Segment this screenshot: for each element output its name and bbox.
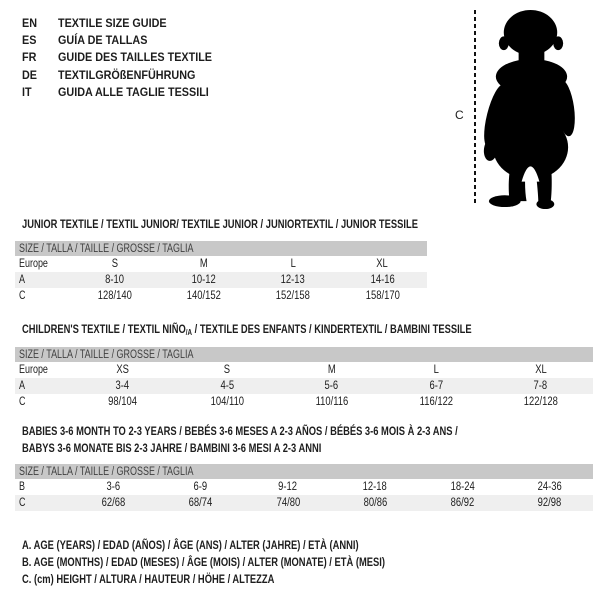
age-cell: 14-16: [370, 274, 395, 286]
table-row-height: [15, 288, 427, 304]
size-cell: XL: [376, 258, 389, 270]
size-header-row: [15, 241, 427, 256]
height-cell: 158/170: [365, 290, 400, 302]
language-code: DE: [22, 67, 38, 82]
size-header-label: SIZE / TALLA / TAILLE / GRÖSSE / TAGLIA: [19, 348, 194, 361]
language-code: IT: [22, 85, 32, 100]
height-cell: 80/86: [363, 497, 387, 509]
table-row-europe: [15, 256, 427, 272]
height-cell: 110/116: [315, 396, 348, 408]
size-header-row: [15, 464, 593, 479]
age-cell: 4-5: [220, 380, 234, 392]
language-label: GUIDE DES TAILLES TEXTILE: [58, 50, 213, 65]
size-header-label: SIZE / TALLA / TAILLE / GRÖSSE / TAGLIA: [19, 465, 194, 478]
row-label: C: [19, 396, 26, 408]
height-cell: 128/140: [97, 290, 132, 302]
table-row-age: [15, 272, 427, 288]
children-size-table: [15, 347, 593, 410]
age-cell: 3-4: [115, 380, 130, 392]
size-cell: L: [290, 258, 296, 270]
months-cell: 9-12: [278, 481, 298, 493]
age-cell: 7-8: [533, 380, 548, 392]
children-section-title: CHILDREN'S TEXTILE / TEXTIL NIÑO/A / TEXTILE DES ENFANTS / KINDERTEXTIL / BAMBINI TESSILE: [22, 322, 472, 337]
months-cell: 3-6: [106, 481, 121, 493]
age-cell: 10-12: [191, 274, 216, 286]
height-cell: 68/74: [188, 497, 213, 509]
row-label: A: [19, 274, 25, 286]
language-row-en: [22, 14, 229, 31]
height-cell: 152/158: [276, 290, 311, 302]
row-label: Europe: [19, 364, 48, 376]
height-cell: 86/92: [450, 497, 475, 509]
size-header-row: [15, 347, 593, 362]
size-cell: M: [327, 364, 336, 376]
legend-footnotes: [22, 536, 487, 588]
months-cell: 6-9: [193, 481, 208, 493]
footnote-c: C. (cm) HEIGHT / ALTURA / HAUTEUR / HÖHE / ALTEZZA: [22, 571, 275, 586]
language-row-fr: [22, 49, 229, 66]
language-label: TEXTILGRÖßENFÜHRUNG: [58, 67, 196, 82]
language-code: EN: [22, 15, 38, 30]
babies-size-table: [15, 464, 593, 511]
language-code: FR: [22, 50, 37, 65]
age-cell: 6-7: [429, 380, 443, 392]
language-code: ES: [22, 33, 37, 48]
table-row-months: [15, 479, 593, 495]
junior-size-table: [15, 241, 427, 304]
height-marker-label: C: [455, 108, 464, 122]
height-cell: 98/104: [107, 396, 137, 408]
age-cell: 8-10: [105, 274, 125, 286]
junior-section-title: JUNIOR TEXTILE / TEXTIL JUNIOR/ TEXTILE JUNIOR / JUNIORTEXTIL / JUNIOR TESSILE: [22, 217, 418, 231]
language-row-de: [22, 66, 229, 83]
language-header: [22, 14, 229, 101]
language-label: GUIDA ALLE TAGLIE TESSILI: [58, 85, 209, 100]
language-label: GUÍA DE TALLAS: [58, 33, 148, 48]
months-cell: 24-36: [537, 481, 562, 493]
language-row-it: [22, 84, 229, 101]
height-cell: 62/68: [101, 497, 126, 509]
size-cell: S: [223, 364, 231, 376]
footnote-a: A. AGE (YEARS) / EDAD (AÑOS) / ÂGE (ANS) / ALTER (JAHRE) / ETÀ (ANNI): [22, 537, 359, 552]
size-cell: S: [111, 258, 118, 270]
size-cell: M: [199, 258, 208, 270]
language-row-es: [22, 31, 229, 48]
size-header-label: SIZE / TALLA / TAILLE / GRÖSSE / TAGLIA: [19, 242, 194, 255]
row-label: A: [19, 380, 25, 392]
size-cell: XL: [534, 364, 547, 376]
table-row-height: [15, 394, 593, 410]
row-label: C: [19, 497, 26, 509]
height-cell: 92/98: [537, 497, 562, 509]
baby-silhouette-icon: [483, 8, 578, 210]
size-cell: L: [433, 364, 439, 376]
row-label: C: [19, 290, 26, 302]
language-label: TEXTILE SIZE GUIDE: [58, 15, 167, 30]
row-label: Europe: [19, 258, 48, 270]
height-dashed-line: [474, 10, 476, 206]
height-cell: 140/152: [186, 290, 221, 302]
height-cell: 122/128: [523, 396, 558, 408]
months-cell: 18-24: [450, 481, 475, 493]
months-cell: 12-18: [363, 481, 388, 493]
row-label: B: [19, 481, 25, 493]
size-cell: XS: [116, 364, 129, 376]
footnote-b: B. AGE (MONTHS) / EDAD (MESES) / ÂGE (MOIS) / ALTER (MONATE) / ETÀ (MESI): [22, 554, 385, 569]
table-row-height: [15, 495, 593, 511]
age-cell: 5-6: [324, 380, 339, 392]
subscript-a: /A: [185, 328, 193, 337]
age-cell: 12-13: [281, 274, 306, 286]
height-cell: 104/110: [210, 396, 244, 408]
table-row-age: [15, 378, 593, 394]
height-cell: 116/122: [419, 396, 453, 408]
babies-section-title: BABIES 3-6 MONTH TO 2-3 YEARS / BEBÉS 3-6 MESES A 2-3 AÑOS / BÉBÉS 3-6 MOIS À 2-3 ANS / BABYS 3-6 MONATE BIS 2-3 JAHRE / BAMBINI 3-6 MESI A 2-3 ANNI: [22, 424, 458, 455]
table-row-europe: [15, 362, 593, 378]
height-cell: 74/80: [276, 497, 300, 509]
